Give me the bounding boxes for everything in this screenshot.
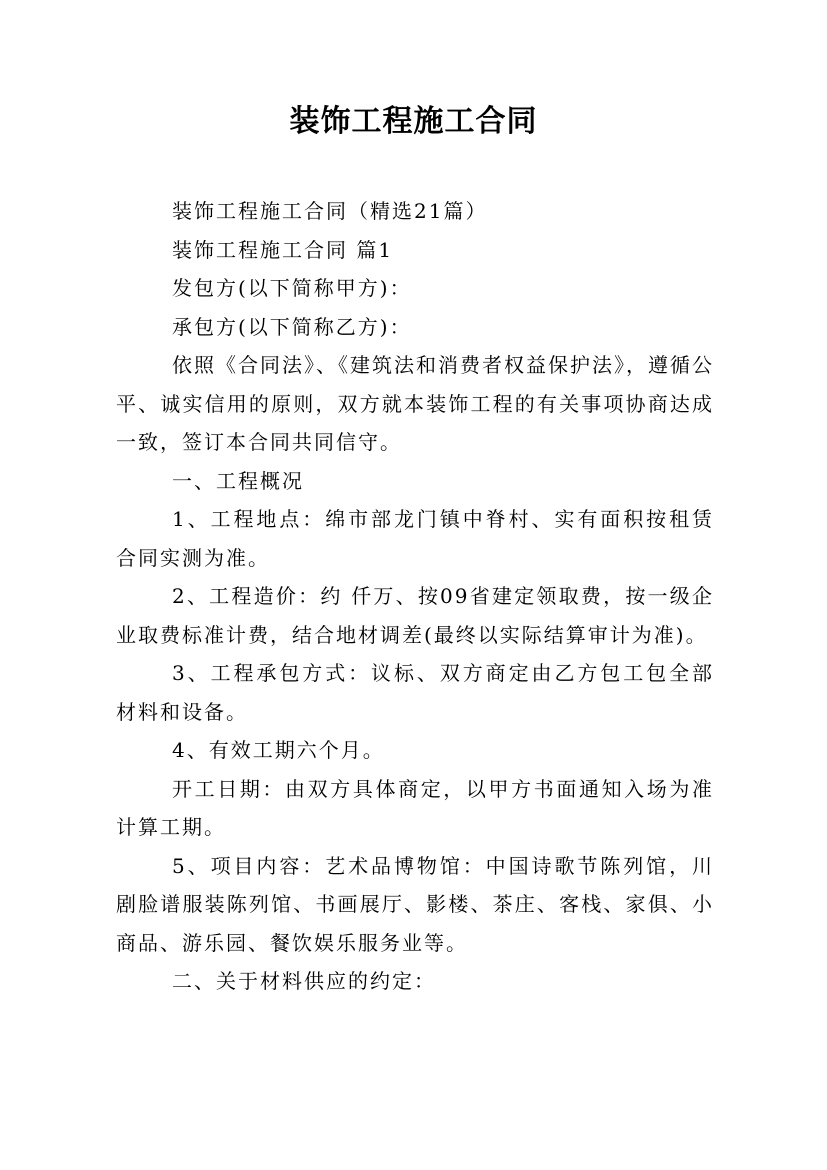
paragraph: 4、有效工期六个月。 <box>172 738 385 762</box>
section-heading: 二、关于材料供应的约定： <box>172 969 436 993</box>
document-title: 装饰工程施工合同 <box>289 104 538 139</box>
paragraph: 5、项目内容：艺术品博物馆：中国诗歌节陈列馆，川剧脸谱服装陈列馆、书画展厅、影楼、茶庄、客栈、家俱、小商品、游乐园、餐饮娱乐服务业等。 <box>116 853 714 955</box>
paragraph: 发包方(以下简称甲方)： <box>172 276 412 300</box>
paragraph: 装饰工程施工合同（精选21篇） <box>172 199 488 223</box>
document-body <box>116 192 714 1001</box>
paragraph: 依照《合同法》、《建筑法和消费者权益保护法》，遵循公平、诚实信用的原则，双方就本装饰工程的有关事项协商达成一致，签订本合同共同信守。 <box>116 353 714 454</box>
section-heading: 一、工程概况 <box>172 468 304 493</box>
paragraph: 装饰工程施工合同 篇1 <box>172 237 394 262</box>
paragraph: 1、工程地点：绵市部龙门镇中脊村、实有面积按租赁合同实测为准。 <box>116 507 714 570</box>
paragraph: 承包方(以下简称乙方)： <box>172 314 412 339</box>
paragraph: 开工日期：由双方具体商定，以甲方书面通知入场为准计算工期。 <box>116 776 714 839</box>
paragraph: 3、工程承包方式：议标、双方商定由乙方包工包全部材料和设备。 <box>116 661 714 724</box>
paragraph: 2、工程造价：约 仟万、按09省建定领取费，按一级企业取费标准计费，结合地材调差(最终以实际结算审计为准)。 <box>116 584 714 647</box>
